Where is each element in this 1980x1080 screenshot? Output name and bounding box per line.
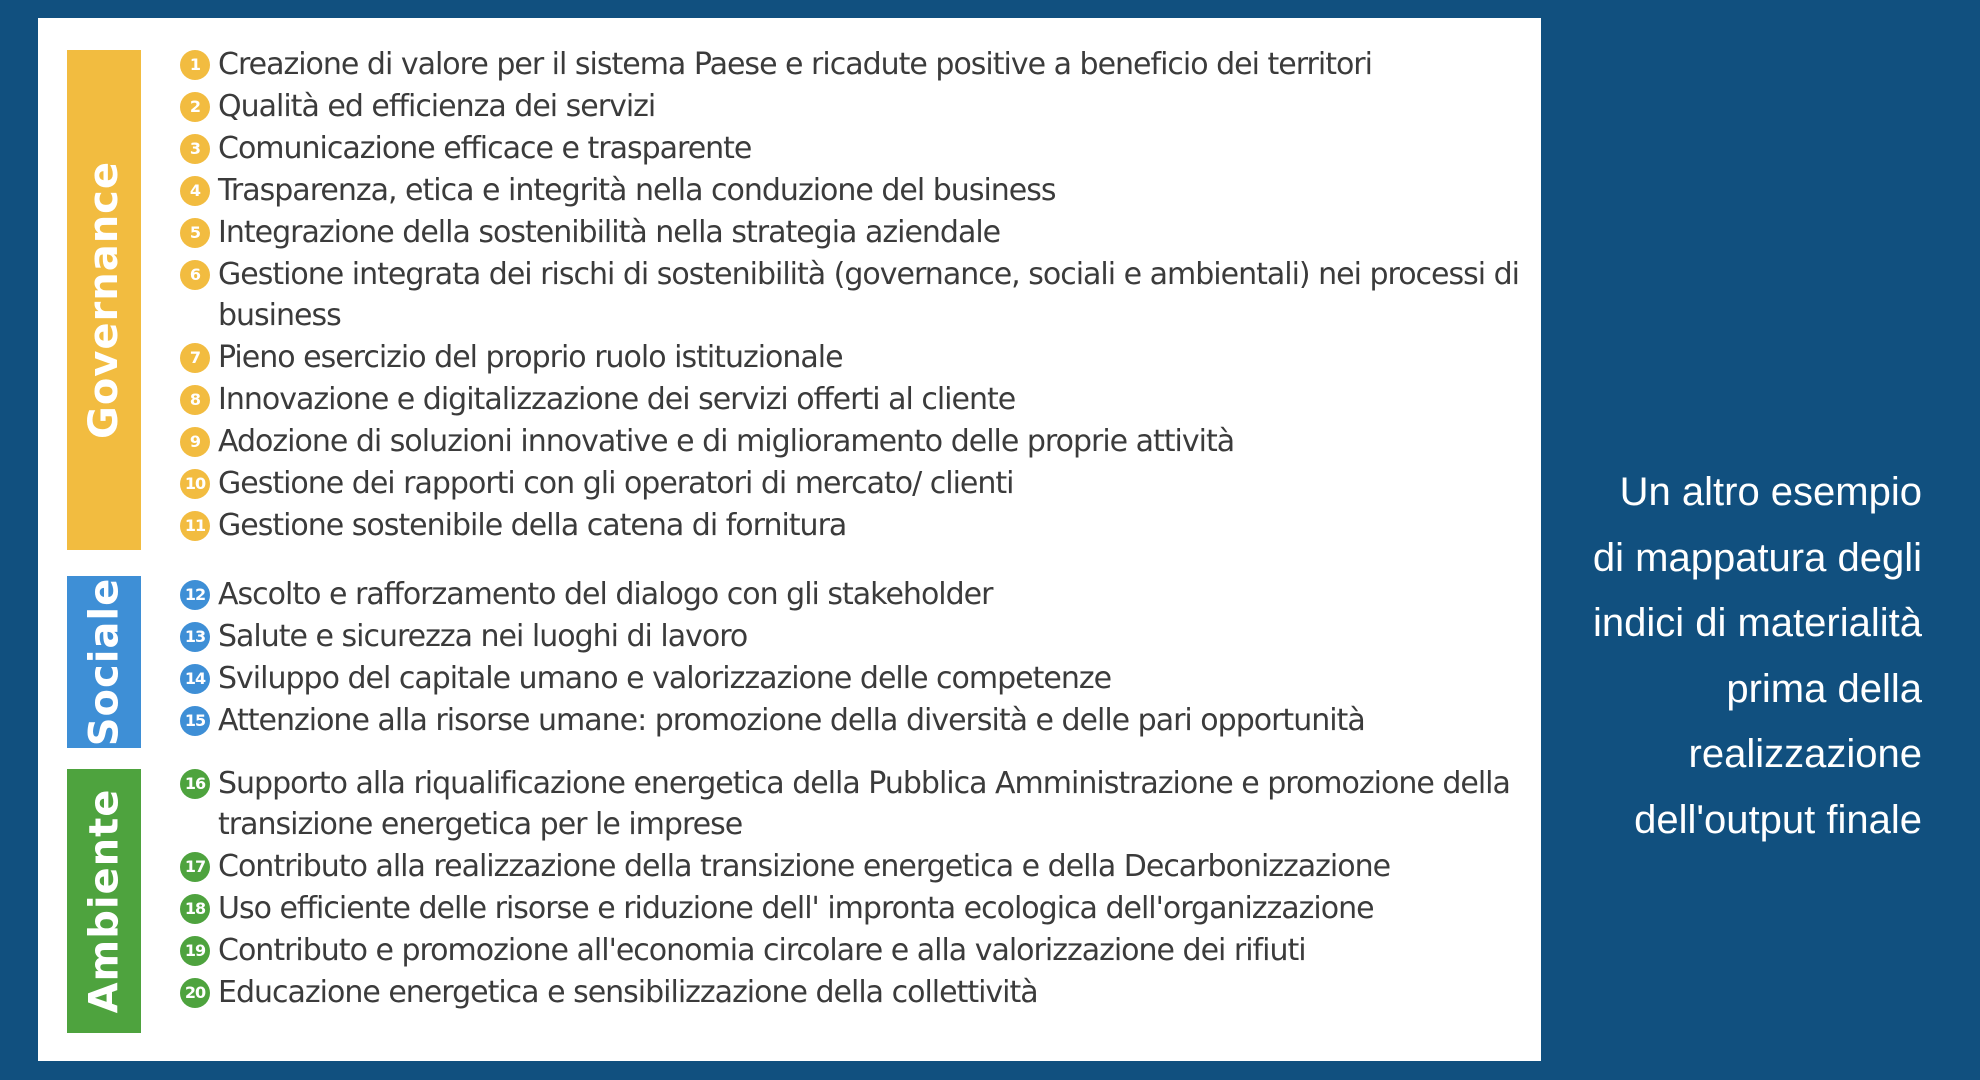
governance-label: Governance: [81, 160, 127, 440]
list-item: [180, 463, 1530, 504]
sociale-label: Sociale: [81, 577, 128, 747]
item-number-badge: 19: [180, 936, 210, 966]
item-text: Educazione energetica e sensibilizzazione della collettività: [218, 975, 1038, 1010]
list-item: [180, 888, 1530, 929]
item-number-badge: 13: [180, 622, 210, 652]
item-text: Trasparenza, etica e integrità nella conduzione del business: [218, 173, 1056, 208]
item-number-badge: 4: [180, 176, 210, 206]
item-number-badge: 2: [180, 92, 210, 122]
sociale-bar: [67, 576, 141, 748]
item-number-badge: 3: [180, 134, 210, 164]
item-text: Adozione di soluzioni innovative e di miglioramento delle proprie attività: [218, 424, 1235, 459]
list-item: [180, 616, 1530, 657]
list-item: [180, 505, 1530, 546]
item-number-badge: 1: [180, 50, 210, 80]
item-number-badge: 12: [180, 580, 210, 610]
item-number-badge: 5: [180, 218, 210, 248]
list-item: [180, 700, 1530, 741]
list-item: [180, 421, 1530, 462]
list-item: [180, 658, 1530, 699]
item-number-badge: 17: [180, 852, 210, 882]
list-item: [180, 128, 1530, 169]
list-item: [180, 972, 1530, 1013]
item-number-badge: 16: [180, 769, 210, 799]
item-number-badge: 7: [180, 343, 210, 373]
list-item: [180, 44, 1530, 85]
list-item: [180, 930, 1530, 971]
item-text: Integrazione della sostenibilità nella strategia aziendale: [218, 215, 1001, 250]
item-number-badge: 11: [180, 511, 210, 541]
governance-bar: [67, 50, 141, 550]
list-item: [180, 254, 1530, 336]
item-text: Comunicazione efficace e trasparente: [218, 131, 752, 166]
list-item: [180, 86, 1530, 127]
governance-list: [180, 44, 1530, 547]
item-text: Ascolto e rafforzamento del dialogo con gli stakeholder: [218, 577, 993, 612]
ambiente-list: [180, 763, 1530, 1014]
ambiente-label: Ambiente: [81, 788, 127, 1014]
item-text: Sviluppo del capitale umano e valorizzazione delle competenze: [218, 661, 1112, 696]
item-number-badge: 9: [180, 427, 210, 457]
item-number-badge: 6: [180, 260, 210, 290]
item-text: Gestione dei rapporti con gli operatori di mercato/ clienti: [218, 466, 1014, 501]
list-item: [180, 574, 1530, 615]
item-number-badge: 18: [180, 894, 210, 924]
materiality-panel: [38, 18, 1541, 1061]
list-item: [180, 763, 1530, 845]
item-text: Contributo e promozione all'economia circolare e alla valorizzazione dei rifiuti: [218, 933, 1306, 968]
item-text: Gestione sostenibile della catena di fornitura: [218, 508, 847, 543]
item-number-badge: 10: [180, 469, 210, 499]
list-item: [180, 212, 1530, 253]
caption-text: Un altro esempio di mappatura degli indici di materialità prima della realizzazione dell'output finale: [1592, 470, 1922, 842]
item-text: Innovazione e digitalizzazione dei servizi offerti al cliente: [218, 382, 1016, 417]
item-text: Creazione di valore per il sistema Paese e ricadute positive a beneficio dei territori: [218, 47, 1372, 82]
item-text: Salute e sicurezza nei luoghi di lavoro: [218, 619, 748, 654]
item-text: Gestione integrata dei rischi di sostenibilità (governance, sociali e ambientali) nei processi di business: [218, 257, 1520, 333]
sociale-list: [180, 574, 1530, 742]
item-text: Attenzione alla risorse umane: promozione della diversità e delle pari opportunità: [218, 703, 1365, 738]
item-number-badge: 15: [180, 706, 210, 736]
list-item: [180, 170, 1530, 211]
item-number-badge: 14: [180, 664, 210, 694]
item-text: Uso efficiente delle risorse e riduzione dell' impronta ecologica dell'organizzazione: [218, 891, 1374, 926]
list-item: [180, 846, 1530, 887]
item-text: Contributo alla realizzazione della transizione energetica e della Decarbonizzazione: [218, 849, 1391, 884]
item-text: Pieno esercizio del proprio ruolo istituzionale: [218, 340, 843, 375]
item-text: Supporto alla riqualificazione energetica della Pubblica Amministrazione e promozione della transizione energetica per le imprese: [218, 766, 1510, 842]
item-text: Qualità ed efficienza dei servizi: [218, 89, 656, 124]
ambiente-bar: [67, 769, 141, 1033]
item-number-badge: 20: [180, 978, 210, 1008]
item-number-badge: 8: [180, 385, 210, 415]
list-item: [180, 337, 1530, 378]
list-item: [180, 379, 1530, 420]
